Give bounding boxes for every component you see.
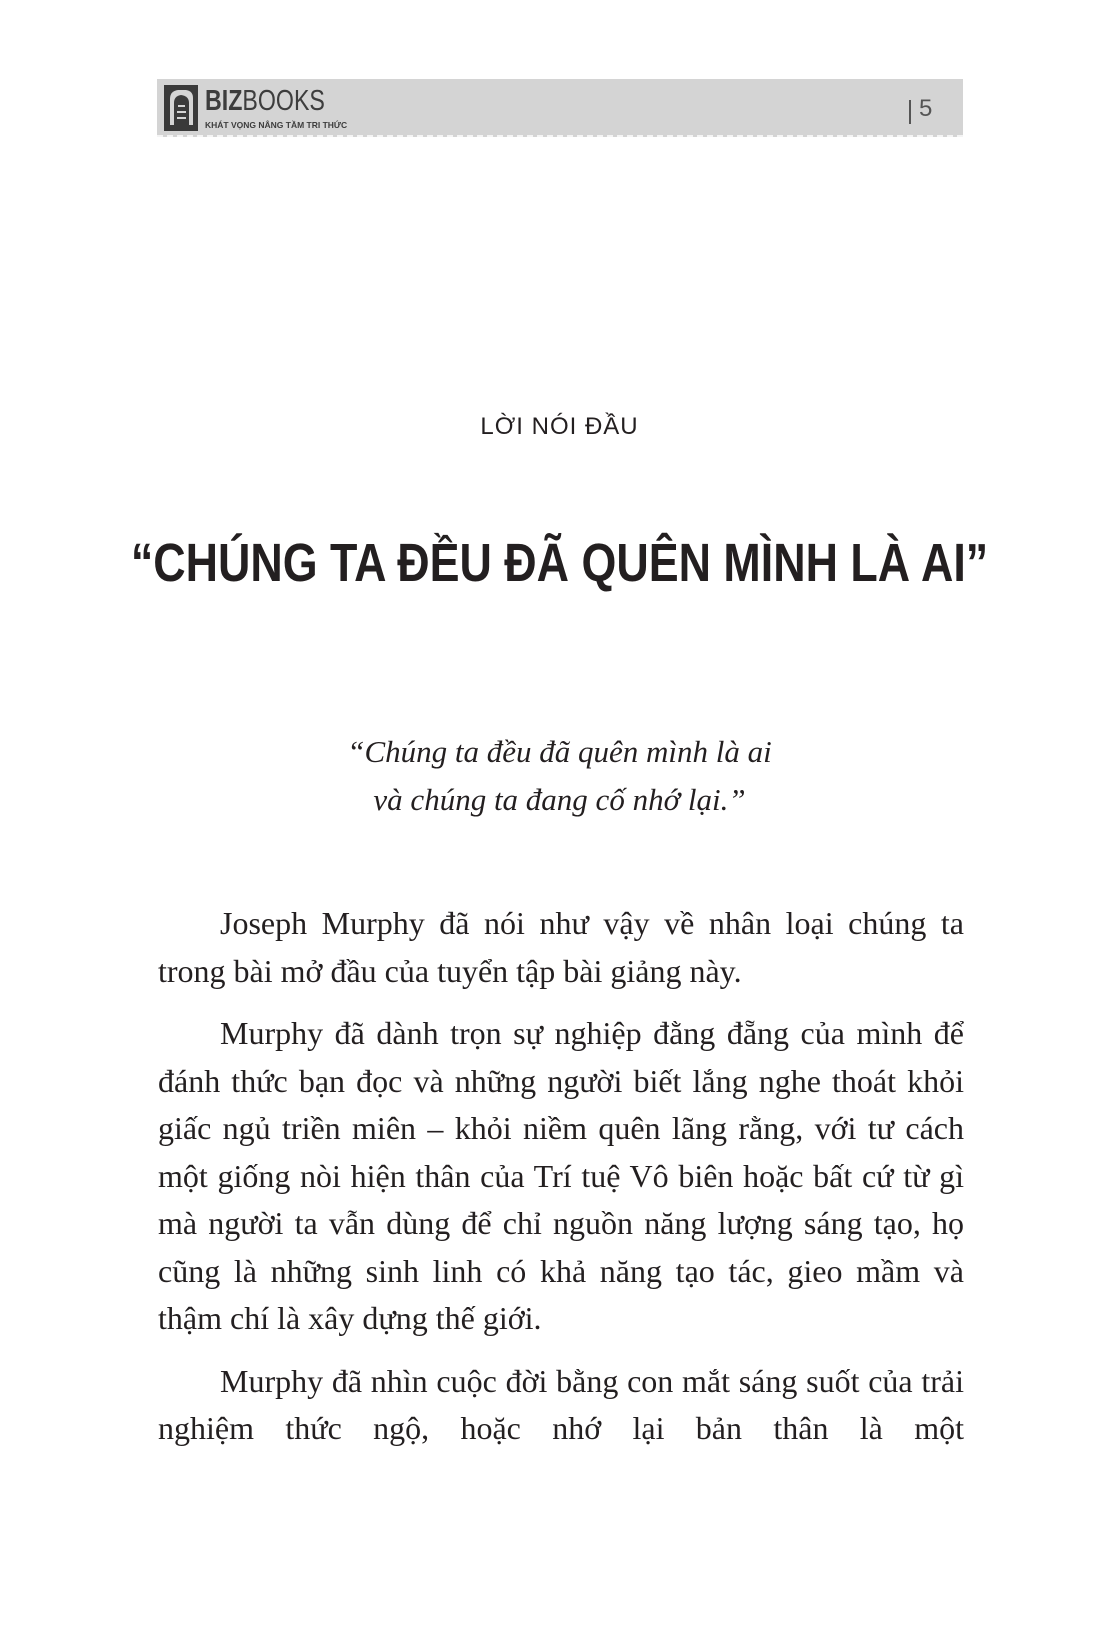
brand-name bbox=[205, 86, 325, 116]
page-number: 5 bbox=[919, 95, 933, 122]
bizbooks-logo-icon bbox=[164, 85, 198, 131]
brand-name-bold: BIZ bbox=[205, 85, 243, 117]
chapter-title: “CHÚNG TA ĐỀU ĐÃ QUÊN MÌNH LÀ AI” bbox=[130, 533, 989, 593]
epigraph-line: và chúng ta đang cố nhớ lại.” bbox=[373, 782, 746, 817]
paragraph: Joseph Murphy đã nói như vậy về nhân loại chúng ta trong bài mở đầu của tuyển tập bài giảng này. bbox=[158, 905, 964, 989]
section-label: LỜI NÓI ĐẦU bbox=[480, 413, 639, 440]
running-header bbox=[157, 79, 963, 137]
epigraph-line: “Chúng ta đều đã quên mình là ai bbox=[347, 734, 772, 769]
brand-name-light: BOOKS bbox=[242, 85, 325, 117]
brand-tagline: KHÁT VỌNG NÂNG TẦM TRI THỨC bbox=[205, 120, 348, 130]
body-text bbox=[158, 900, 964, 1468]
epigraph-quote bbox=[0, 728, 1119, 824]
paragraph: Murphy đã nhìn cuộc đời bằng con mắt sáng suốt của trải nghiệm thức ngộ, hoặc nhớ lại bản thân là một bbox=[158, 1362, 964, 1446]
paragraph: Murphy đã dành trọn sự nghiệp đằng đẵng của mình để đánh thức bạn đọc và những người biết lắng nghe thoát khỏi giấc ngủ triền miên – khỏi niềm quên lãng rằng, với tư cách một giống nòi hiện thân của Trí tuệ Vô biên hoặc bất cứ từ gì mà người ta vẫn dùng để chỉ nguồn năng lượng sáng tạo, họ cũng là những sinh linh có khả năng tạo tác, gieo mầm và thậm chí là xây dựng thế giới. bbox=[158, 1015, 964, 1336]
page-number-divider bbox=[909, 100, 911, 124]
